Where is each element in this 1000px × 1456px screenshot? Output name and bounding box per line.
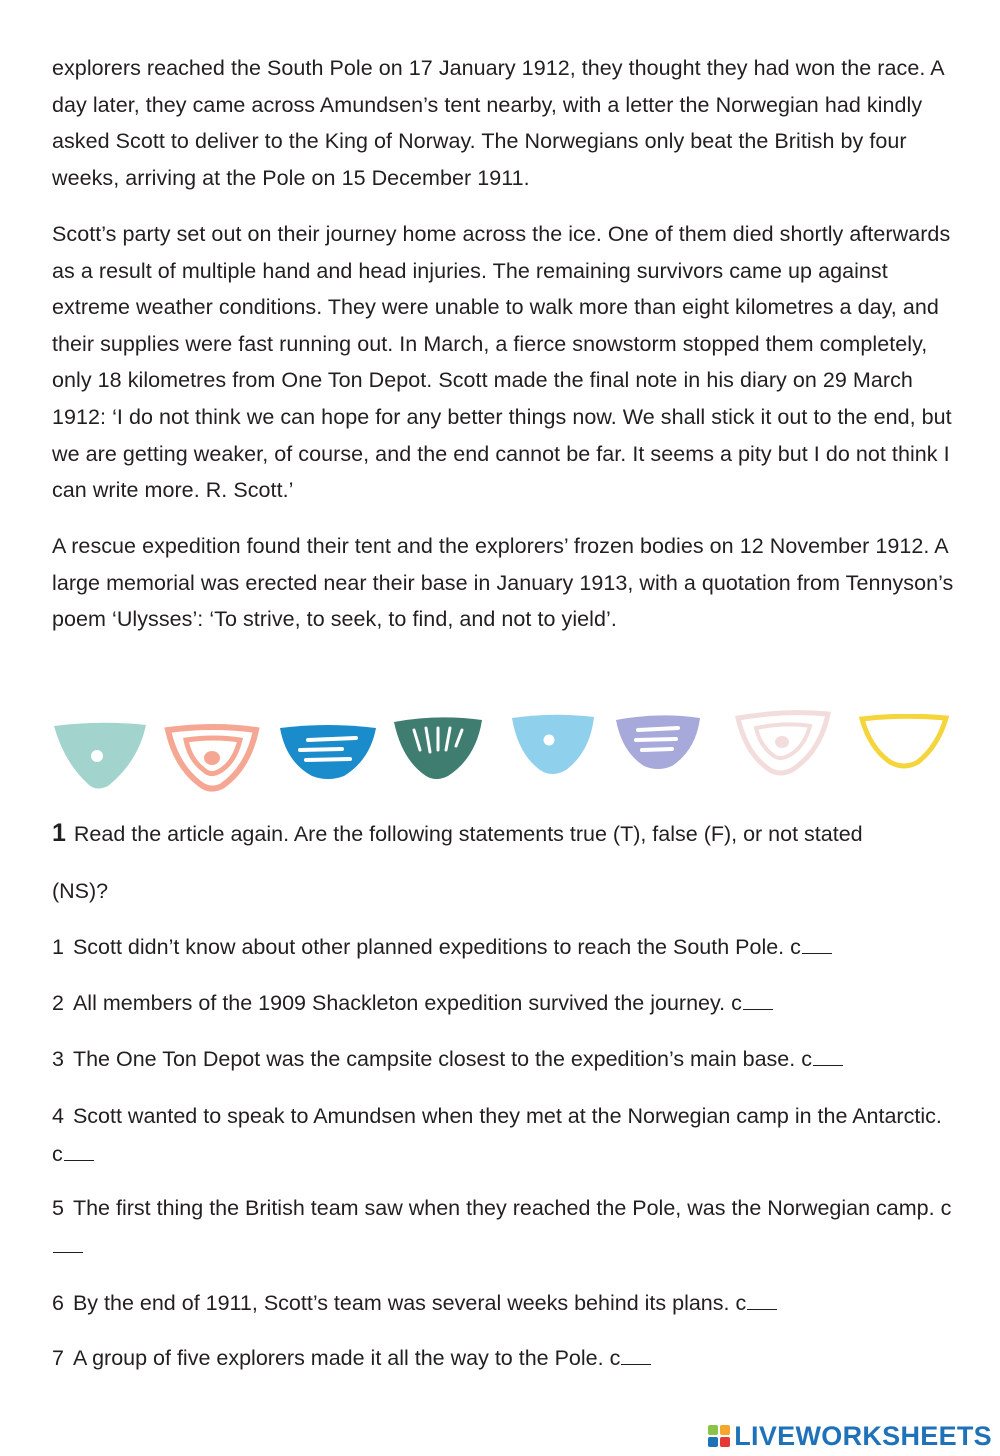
liveworksheets-logo-icon	[707, 1424, 731, 1448]
decorative-bowls-row	[0, 700, 1000, 800]
question-item	[52, 1041, 957, 1079]
liveworksheets-logo-text: LIVEWORKSHEETS	[734, 1420, 992, 1451]
yellow-bowl-icon	[858, 714, 950, 770]
question-number: 5	[52, 1196, 64, 1220]
question-text: Scott wanted to speak to Amundsen when they met at the Norwegian camp in the Antarctic. c	[52, 1104, 942, 1166]
answer-blank[interactable]	[743, 991, 773, 1010]
exercise-number: 1	[52, 819, 66, 847]
article-paragraph-2: Scott’s party set out on their journey home across the ice. One of them died shortly afterwards as a result of multiple hand and head injuries. The remaining survivors came up against extreme weather conditions. They were unable to walk more than eight kilometres a day, and their supplies were fast running out. In March, a fierce snowstorm stopped them completely, only 18 kilometres from One Ton Depot. Scott made the final note in his diary on 29 March 1912: ‘I do not think we can hope for any better things now. We shall stick it out to the end, but we are getting weaker, of course, and the end cannot be far. It seems a pity but I do not think I can write more. R. Scott.’	[52, 222, 952, 503]
question-number: 6	[52, 1291, 64, 1315]
pale-pink-bowl-icon	[734, 710, 832, 776]
question-number: 3	[52, 1047, 64, 1071]
answer-blank[interactable]	[621, 1346, 651, 1365]
question-text: The One Ton Depot was the campsite closest to the expedition’s main base. c	[72, 1047, 812, 1071]
answer-blank[interactable]	[813, 1047, 843, 1066]
question-text: The first thing the British team saw when they reached the Pole, was the Norwegian camp. c	[72, 1196, 952, 1220]
question-text: Scott didn’t know about other planned expeditions to reach the South Pole. c	[72, 935, 801, 959]
exercise-instruction	[52, 815, 957, 852]
exercise-instruction-text: Read the article again. Are the following statements true (T), false (F), or not stated	[73, 822, 863, 846]
question-text: A group of five explorers made it all the way to the Pole. c	[72, 1346, 621, 1370]
coral-bowl-icon	[164, 724, 260, 792]
light-blue-bowl-icon	[510, 714, 596, 776]
green-bowl-icon	[392, 716, 484, 782]
question-item	[52, 1340, 957, 1378]
question-number: 2	[52, 991, 64, 1015]
question-item	[52, 1098, 957, 1173]
blue-bowl-icon	[278, 722, 378, 782]
question-text: By the end of 1911, Scott’s team was several weeks behind its plans. c	[72, 1291, 747, 1315]
question-number: 4	[52, 1104, 64, 1128]
article-paragraph-1: explorers reached the South Pole on 17 January 1912, they thought they had won the race. A day later, they came across Amundsen’s tent nearby, with a letter the Norwegian had kindly asked Scott to deliver to the King of Norway. The Norwegians only beat the British by four weeks, arriving at the Pole on 15 December 1911.	[52, 56, 944, 190]
question-item	[52, 1285, 957, 1323]
answer-blank[interactable]	[747, 1291, 777, 1310]
answer-blank[interactable]	[802, 935, 832, 954]
question-text: All members of the 1909 Shackleton expedition survived the journey. c	[72, 991, 742, 1015]
lavender-bowl-icon	[614, 714, 702, 772]
question-item	[52, 929, 957, 967]
article-paragraph-3: A rescue expedition found their tent and the explorers’ frozen bodies on 12 November 1912. A large memorial was erected near their base in January 1913, with a quotation from Tennyson’s poem ‘Ulysses’: ‘To strive, to seek, to find, and not to yield’.	[52, 534, 954, 632]
answer-blank[interactable]	[53, 1234, 83, 1253]
exercise-instruction-continued: (NS)?	[52, 879, 109, 903]
question-item	[52, 985, 957, 1023]
answer-blank[interactable]	[64, 1142, 94, 1161]
question-number: 7	[52, 1346, 64, 1370]
question-number: 1	[52, 935, 64, 959]
liveworksheets-logo	[707, 1422, 992, 1450]
teal-bowl-icon	[52, 722, 148, 790]
question-item	[52, 1190, 957, 1265]
